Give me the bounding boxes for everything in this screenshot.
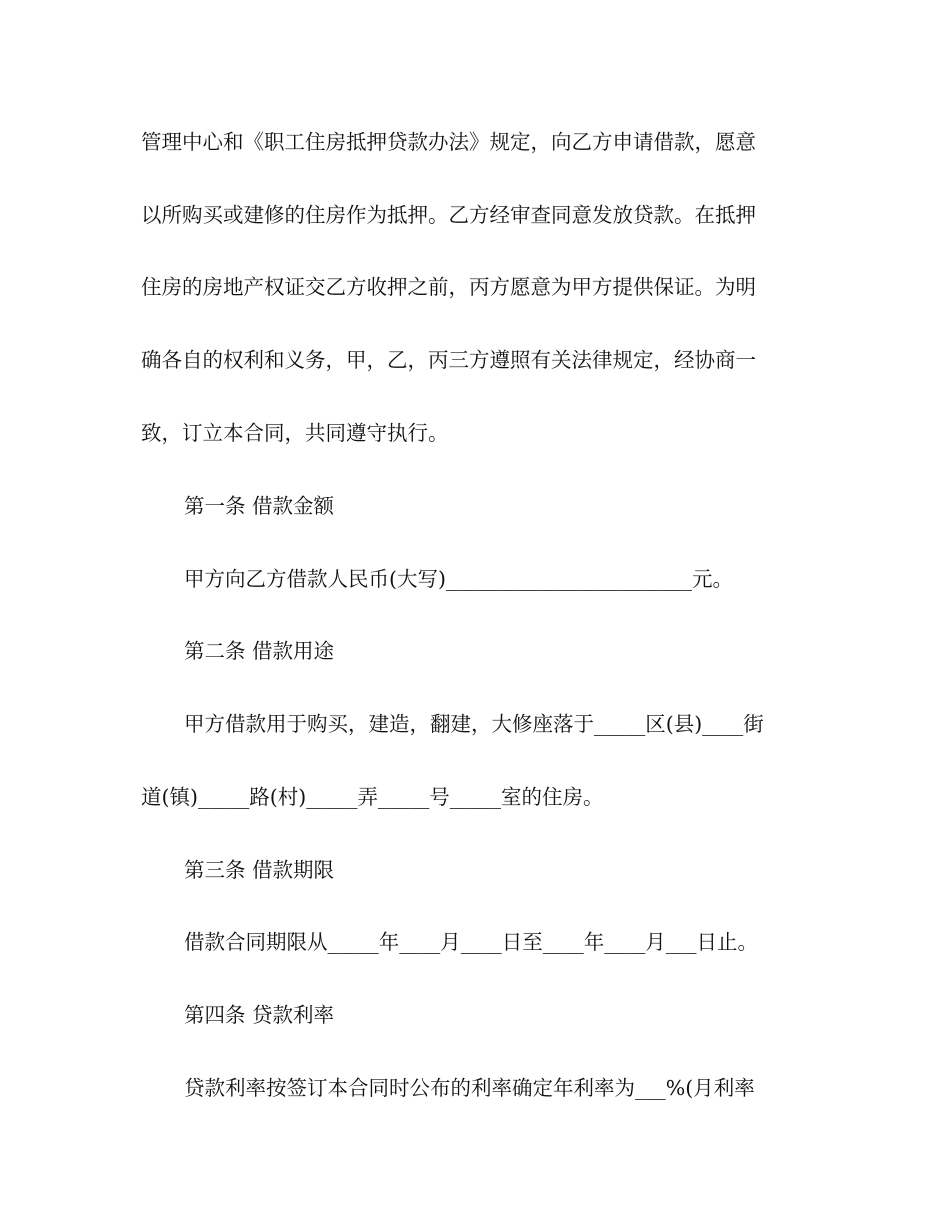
paragraph-line: 道(镇)_____路(村)_____弄_____号_____室的住房。 bbox=[141, 785, 604, 809]
paragraph-line: 甲方借款用于购买，建造，翻建，大修座落于_____区(县)____街 bbox=[184, 712, 764, 736]
article-heading: 第一条 借款金额 bbox=[184, 494, 335, 518]
paragraph-line: 管理中心和《职工住房抵押贷款办法》规定，向乙方申请借款，愿意 bbox=[141, 130, 756, 154]
paragraph-line: 借款合同期限从_____年____月____日至____年____月___日止。 bbox=[184, 930, 758, 954]
article-heading: 第二条 借款用途 bbox=[184, 639, 335, 663]
article-heading: 第三条 借款期限 bbox=[184, 858, 335, 882]
paragraph-line: 贷款利率按签订本合同时公布的利率确定年利率为___%(月利率 bbox=[184, 1076, 755, 1100]
article-heading: 第四条 贷款利率 bbox=[184, 1003, 335, 1027]
paragraph-line: 致，订立本合同，共同遵守执行。 bbox=[141, 421, 449, 445]
paragraph-line: 确各自的权利和义务，甲，乙，丙三方遵照有关法律规定，经协商一 bbox=[141, 348, 756, 372]
paragraph-line: 住房的房地产权证交乙方收押之前，丙方愿意为甲方提供保证。为明 bbox=[141, 275, 756, 299]
paragraph-line: 甲方向乙方借款人民币(大写)________________________元。 bbox=[184, 567, 733, 591]
paragraph-line: 以所购买或建修的住房作为抵押。乙方经审查同意发放贷款。在抵押 bbox=[141, 203, 756, 227]
